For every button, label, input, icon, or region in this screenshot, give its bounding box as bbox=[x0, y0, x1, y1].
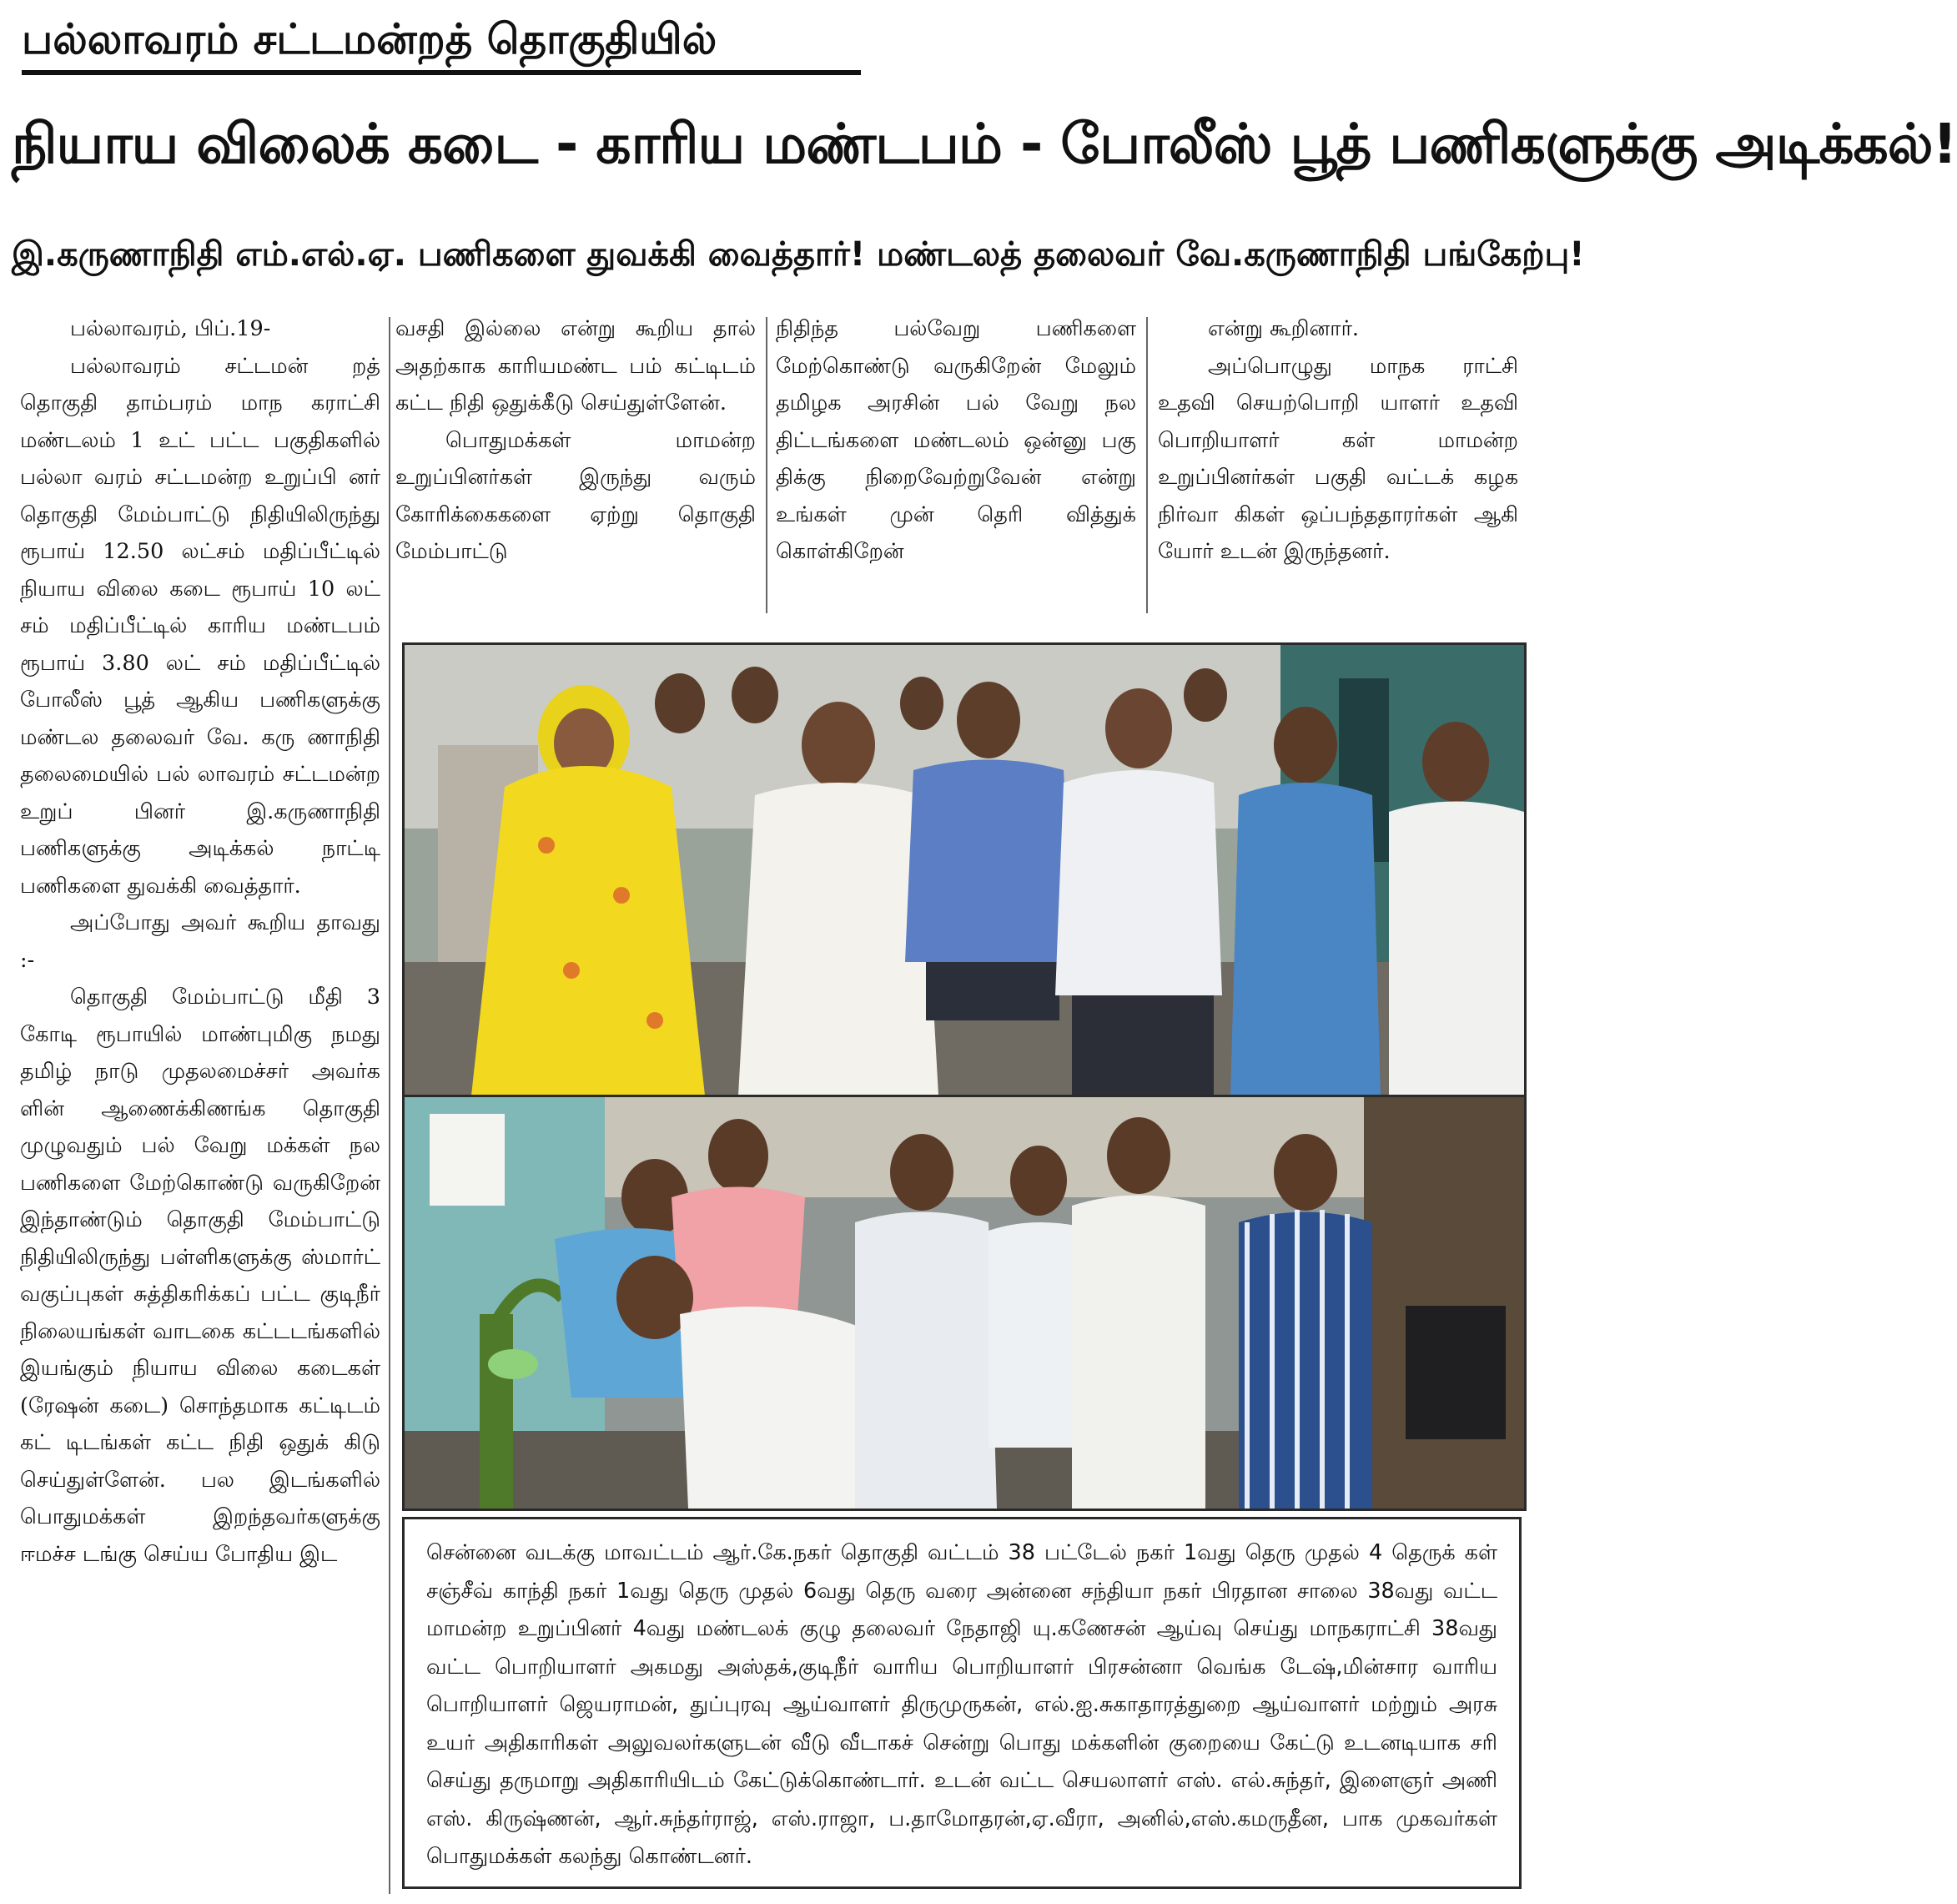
photo-caption: சென்னை வடக்கு மாவட்டம் ஆர்.கே.நகர் தொகுதி வட்டம் 38 பட்டேல் நகர் 1வது தெரு முதல் 4 தெருக் கள் சஞ்சீவ் காந்தி நகர் 1வது தெரு முதல் 6வது தெரு வரை அன்னை சந்தியா நகர் பிரதான சாலை 38வது வட்ட மாமன்ற உறுப்பினர் 4வது மண்டலக் குழு தலைவர் நேதாஜி யு.கணேசன் ஆய்வு செய்து மாநகராட்சி 38வது வட்ட பொறியாளர் அகமது அஸ்தக்,குடிநீர் வாரிய பொறியாளர் பிரசன்னா வெங்க டேஷ்,மின்சார வாரிய பொறியாளர் ஜெயராமன், துப்புரவு ஆய்வாளர் திருமுருகன், எல்.ஐ.சுகாதாரத்துறை ஆய்வாளர் மற்றும் அரசு உயர் அதிகாரிகள் அலுவலர்களுடன் வீடு வீடாகச் சென்று பொது மக்களின் குறையை கேட்டு உடனடியாக சரி செய்து தருமாறு அதிகாரியிடம் கேட்டுக்கொண்டார். உடன் வட்ட செயலாளர் எஸ். எல்.சுந்தர், இளைஞர் அணி எஸ். கிருஷ்ணன், ஆர்.சுந்தர்ராஜ், எஸ்.ராஜா, ப.தாமோதரன்,ஏ.வீரா, அனில்,எஸ்.கமருதீன, பாக முகவர்கள் பொதுமக்கள் கலந்து கொண்டனர். bbox=[402, 1517, 1522, 1889]
column-divider bbox=[389, 317, 390, 1894]
column-paragraph: வசதி இல்லை என்று கூறிய தால் அதற்காக காரியமண்ட பம் கட்டிடம் கட்ட நிதி ஒதுக்கீடு செய்துள்ளேன். bbox=[395, 316, 756, 416]
article-column-4 bbox=[1158, 310, 1518, 611]
news-photo-water-pump-inspection bbox=[402, 1095, 1527, 1511]
column-paragraph: அப்போது அவர் கூறிய தாவது :- bbox=[20, 910, 380, 973]
article-kicker: பல்லாவரம் சட்டமன்றத் தொகுதியில் bbox=[22, 15, 717, 63]
column-paragraph: தொகுதி மேம்பாட்டு மீதி 3 கோடி ரூபாயில் மாண்புமிகு நமது தமிழ் நாடு முதலமைச்சர் அவர்க ளின் ஆணைக்கிணங்க தொகுதி முழுவதும் பல் வேறு மக்கள் நல பணிகளை மேற்கொண்டு வருகிறேன் இந்தாண்டும் தொகுதி மேம்பாட்டு நிதியிலிருந்து பள்ளிகளுக்கு ஸ்மார்ட் வகுப்புகள் சுத்திகரிக்கப் பட்ட குடிநீர் நிலையங்கள் வாடகை கட்டடங்களில் இயங்கும் நியாய விலை கடைகள் (ரேஷன் கடை) சொந்தமாக கட்டிடம் கட் டிடங்கள் கட்ட நிதி ஒதுக் கிடு செய்துள்ளேன். பல இடங்களில் பொதுமக்கள் இறந்தவர்களுக்கு ஈமச்ச டங்கு செய்ய போதிய இட bbox=[20, 985, 380, 1567]
article-column-3 bbox=[776, 310, 1136, 611]
kicker-underline bbox=[22, 70, 861, 75]
article-column-2 bbox=[395, 310, 756, 611]
article-headline: நியாய விலைக் கடை - காரிய மண்டபம் - போலீஸ் பூத் பணிகளுக்கு அடிக்கல்! bbox=[12, 112, 1957, 176]
article-subheadline: இ.கருணாநிதி எம்.எல்.ஏ. பணிகளை துவக்கி வைத்தார்! மண்டலத் தலைவர் வே.கருணாநிதி பங்கேற்பு! bbox=[12, 235, 1585, 274]
column-divider bbox=[1146, 317, 1148, 613]
column-paragraph: நிதிந்த பல்வேறு பணிகளை மேற்கொண்டு வருகிறேன் மேலும் தமிழக அரசின் பல் வேறு நல திட்டங்களை மண்டலம் ஒன்னு பகு திக்கு நிறைவேற்றுவேன் என்று உங்கள் முன் தெரி வித்துக் கொள்கிறேன் bbox=[776, 316, 1136, 564]
column-paragraph: அப்பொழுது மாநக ராட்சி உதவி செயற்பொறி யாளர் உதவி பொறியாளர் கள் மாமன்ற உறுப்பினர்கள் பகுதி வட்டக் கழக நிர்வா கிகள் ஒப்பந்ததாரர்கள் ஆகி யோர் உடன் இருந்தனர். bbox=[1158, 353, 1518, 564]
column-divider bbox=[766, 317, 767, 613]
column-paragraph: என்று கூறினார். bbox=[1208, 316, 1360, 341]
news-photo-foundation-event bbox=[402, 642, 1527, 1098]
article-column-1 bbox=[20, 310, 380, 1896]
column-paragraph: பொதுமக்கள் மாமன்ற உறுப்பினர்கள் இருந்து வரும் கோரிக்கைகளை ஏற்று தொகுதி மேம்பாட்டு bbox=[395, 427, 756, 564]
column-paragraph: பல்லாவரம் சட்டமன் றத் தொகுதி தாம்பரம் மாந கராட்சி மண்டலம் 1 உட் பட்ட பகுதிகளில் பல்லா வரம் சட்டமன்ற உறுப்பி னர் தொகுதி மேம்பாட்டு நிதியிலிருந்து ரூபாய் 12.50 லட்சம் மதிப்பீட்டில் நியாய விலை கடை ரூபாய் 10 லட் சம் மதிப்பீட்டில் காரிய மண்டபம் ரூபாய் 3.80 லட் சம் மதிப்பீட்டில் போலீஸ் பூத் ஆகிய பணிகளுக்கு மண்டல தலைவர் வே. கரு ணாநிதி தலைமையில் பல் லாவரம் சட்டமன்ற உறுப் பினர் இ.கருணாநிதி பணிகளுக்கு அடிக்கல் நாட்டி பணிகளை துவக்கி வைத்தார். bbox=[20, 353, 380, 899]
dateline: பல்லாவரம், பிப்.19- bbox=[70, 316, 271, 341]
